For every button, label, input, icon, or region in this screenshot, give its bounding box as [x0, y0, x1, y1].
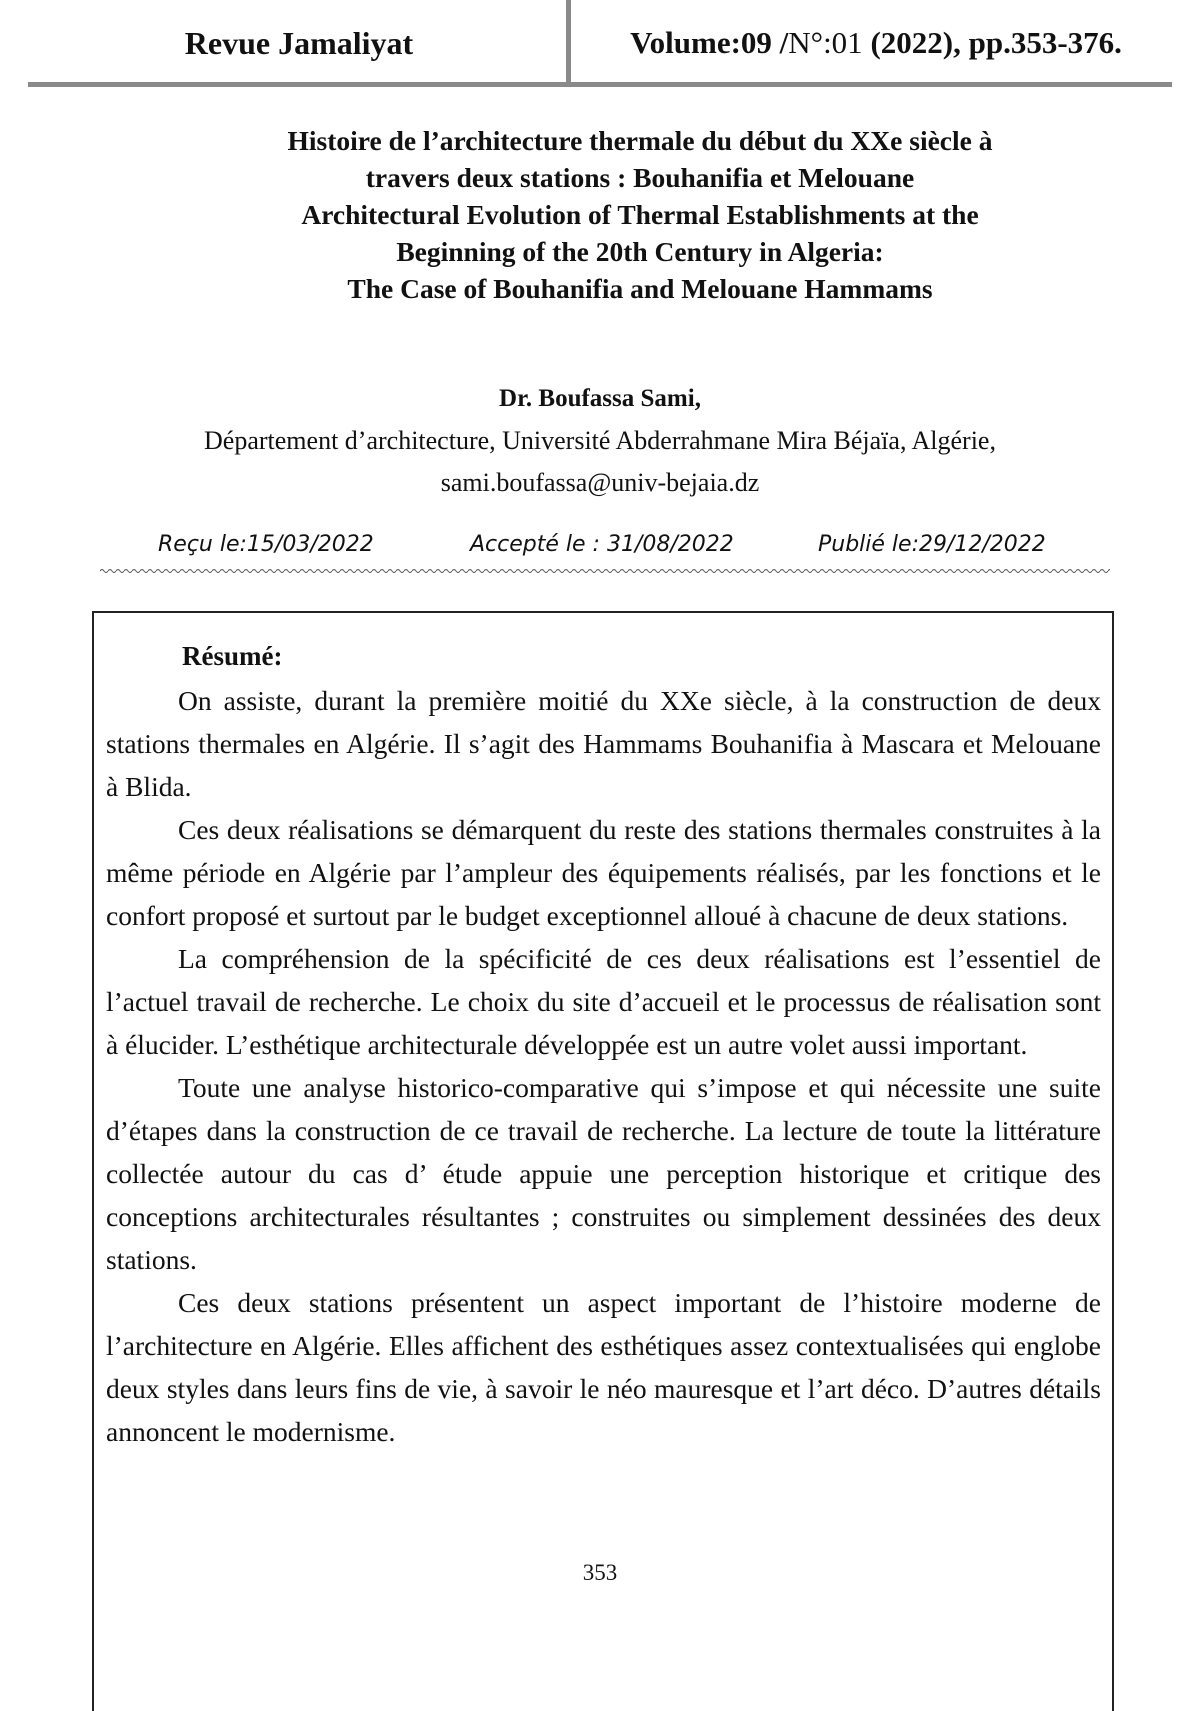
- year-pages: (2022), pp.353-376.: [870, 25, 1122, 60]
- author-affiliation-block: [0, 420, 1200, 504]
- article-title-block: [140, 122, 1140, 307]
- author-affiliation: Département d’architecture, Université Abderrahmane Mira Béjaïa, Algérie,: [204, 426, 996, 455]
- abstract-paragraph-1: On assiste, durant la première moitié du XXe siècle, à la construction de deux stations thermales en Algérie. Il s’agit des Hammams Bouhanifia à Mascara et Melouane à Blida.: [106, 685, 1101, 802]
- abstract-paragraph-3: La compréhension de la spécificité de ces deux réalisations est l’essentiel de l’actuel travail de recherche. Le choix du site d’accueil et le processus de réalisation sont à élucider. L’esthétique architecturale développée est un autre volet aussi important.: [106, 943, 1101, 1060]
- header-rule: [28, 82, 1172, 87]
- abstract-heading: Résumé:: [182, 641, 283, 671]
- title-en-line-1: Architectural Evolution of Thermal Establishments at the: [301, 199, 979, 230]
- header-vertical-divider: [566, 0, 571, 82]
- author-email[interactable]: sami.boufassa@univ-bejaia.dz: [440, 468, 760, 497]
- date-accepted: Accepté le : 31/08/2022: [470, 532, 734, 557]
- title-en-line-2: Beginning of the 20th Century in Algeria:: [396, 236, 884, 267]
- abstract-paragraph-5: Ces deux stations présentent un aspect important de l’histoire moderne de l’architecture en Algérie. Elles affichent des esthétiques assez contextualisées qui englobe deux styles dans leurs fins de vie, à savoir le néo mauresque et l’art déco. D’autres détails annoncent le modernisme.: [106, 1287, 1101, 1447]
- issue-number: N°:01: [788, 25, 863, 60]
- date-published: Publié le:29/12/2022: [818, 532, 1046, 557]
- author-name: Dr. Boufassa Sami,: [499, 385, 701, 412]
- title-fr-line-1: Histoire de l’architecture thermale du début du XXe siècle à: [287, 125, 993, 156]
- title-en-line-3: The Case of Bouhanifia and Melouane Hammams: [347, 273, 933, 304]
- abstract-paragraph-4: Toute une analyse historico-comparative qui s’impose et qui nécessite une suite d’étapes dans la construction de ce travail de recherche. La lecture de toute la littérature collectée autour du cas d’ étude appuie une perception historique et critique des conceptions architecturales résultantes ; construites ou simplement dessinées des deux stations.: [106, 1072, 1101, 1275]
- page-number: 353: [582, 1560, 618, 1585]
- journal-name: Revue Jamaliyat: [184, 25, 414, 61]
- volume-label: Volume:09 /: [630, 25, 789, 60]
- date-received: Reçu le:15/03/2022: [158, 532, 374, 557]
- abstract-body: [106, 679, 1101, 1453]
- abstract-paragraph-2: Ces deux réalisations se démarquent du reste des stations thermales construites à la même période en Algérie par l’ampleur des équipements réalisés, par les fonctions et le confort proposé et surtout par le budget exceptionnel alloué à chacune de deux stations.: [106, 814, 1101, 931]
- wavy-divider: [100, 567, 1110, 575]
- title-fr-line-2: travers deux stations : Bouhanifia et Melouane: [365, 162, 915, 193]
- volume-info: [576, 18, 1176, 68]
